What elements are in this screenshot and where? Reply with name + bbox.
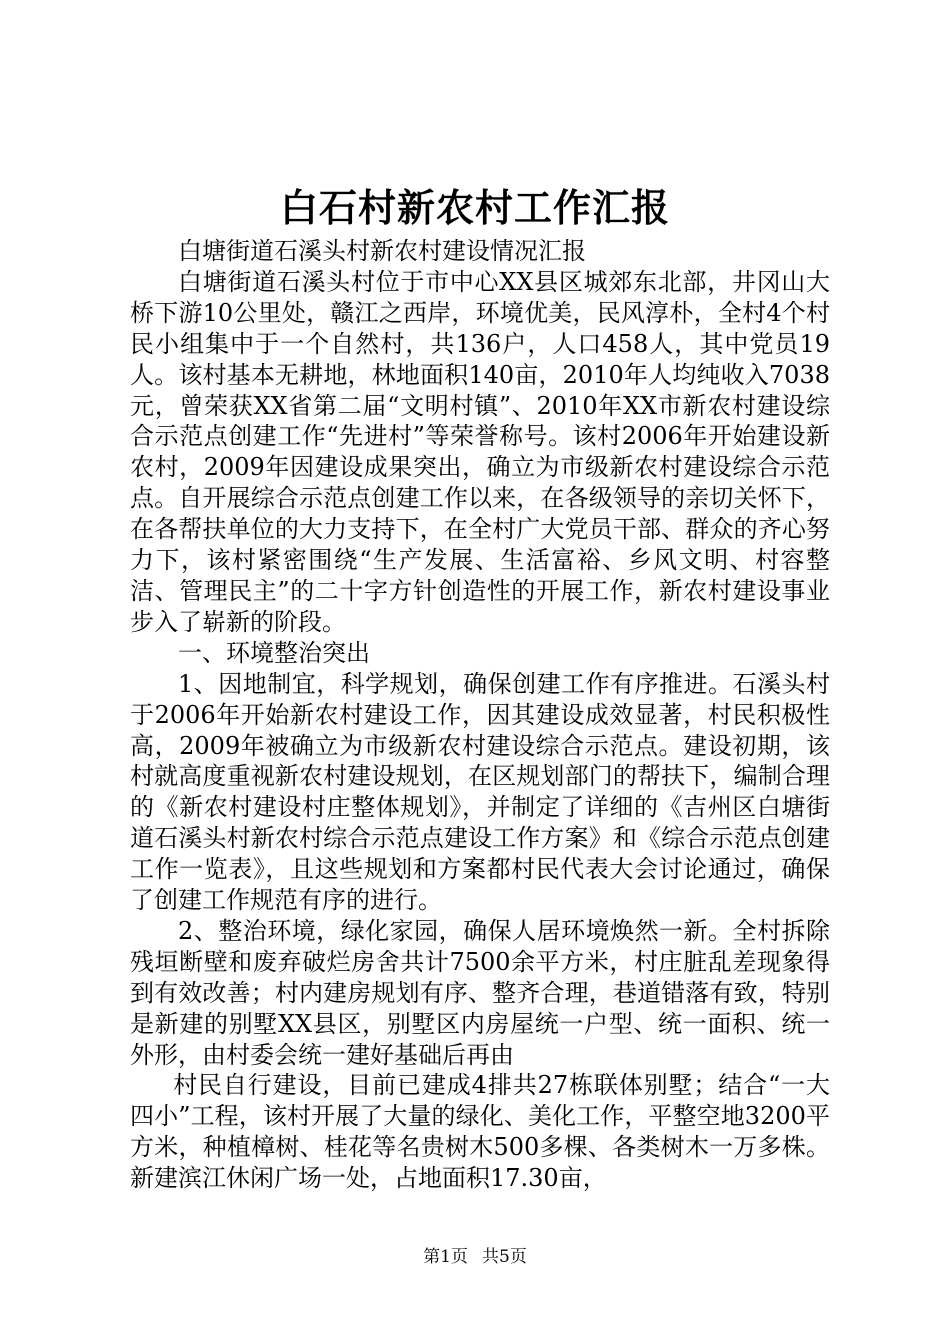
section-heading: 一、环境整治突出 xyxy=(178,638,370,667)
document-title: 白石村新农村工作汇报 xyxy=(279,185,670,230)
page-number: 第1页 xyxy=(423,1247,468,1267)
paragraph-item-2: 2、整治环境，绿化家园，确保人居环境焕然一新。全村拆除残垣断壁和废弃破烂房舍共计7500余平方米，村庄脏乱差现象得到有效改善；村内建房规划有序、整齐合理，巷道错落有致，特别是新建的别墅XX县区，别墅区内房屋统一户型、统一面积、统一外形，由村委会统一建好基础后再由 xyxy=(130,916,830,1069)
paragraph-item-1: 1、因地制宜，科学规划，确保创建工作有序推进。石溪头村于2006年开始新农村建设工作，因其建设成效显著，村民积极性高，2009年被确立为市级新农村建设综合示范点。建设初期，该村就高度重视新农村建设规划，在区规划部门的帮扶下，编制合理的《新农村建设村庄整体规划》，并制定了详细的《吉州区白塘街道石溪头村新农村综合示范点建设工作方案》和《综合示范点创建工作一览表》，且这些规划和方案都村民代表大会讨论通过，确保了创建工作规范有序的进行。 xyxy=(130,669,830,915)
page-total: 共5页 xyxy=(482,1247,527,1267)
paragraph-continuation: 村民自行建设，目前已建成4排共27栋联体别墅；结合“一大四小”工程，该村开展了大量的绿化、美化工作，平整空地3200平方米，种植樟树、桂花等名贵树木500多棵、各类树木一万多株。新建滨江休闲广场一处，占地面积17.30亩， xyxy=(130,1071,830,1193)
page-footer xyxy=(0,1242,950,1267)
document-body xyxy=(130,236,830,1194)
paragraph-subtitle: 白塘街道石溪头村新农村建设情况汇报 xyxy=(178,237,586,265)
paragraph-intro: 白塘街道石溪头村位于市中心XX县区城郊东北部，井冈山大桥下游10公里处，赣江之西岸，环境优美，民风淳朴，全村4个村民小组集中于一个自然村，共136户，人口458人，其中党员19人。该村基本无耕地，林地面积140亩，2010年人均纯收入7038元，曾荣获XX省第二届“文明村镇”、2010年XX市新农村建设综合示范点创建工作“先进村”等荣誉称号。该村2006年开始建设新农村，2009年因建设成果突出，确立为市级新农村建设综合示范点。自开展综合示范点创建工作以来，在各级领导的亲切关怀下，在各帮扶单位的大力支持下，在全村广大党员干部、群众的齐心努力下，该村紧密围绕“生产发展、生活富裕、乡风文明、村容整洁、管理民主”的二十字方针创造性的开展工作，新农村建设事业步入了崭新的阶段。 xyxy=(130,267,830,636)
